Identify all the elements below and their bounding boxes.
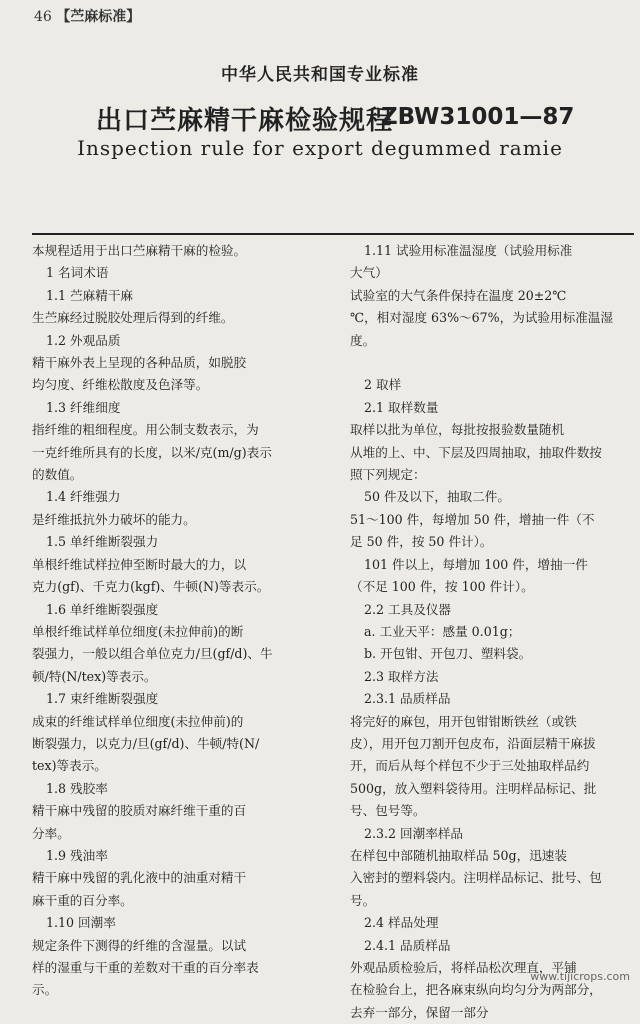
text-line: 指纤维的粗细程度。用公制支数表示，为 <box>32 422 259 438</box>
text-line: 2.4 样品处理 <box>364 915 439 931</box>
text-line: 生苎麻经过脱胶处理后得到的纤维。 <box>32 310 234 326</box>
text-line: 成束的纤维试样单位细度(未拉伸前)的 <box>32 713 244 729</box>
text-line: 2.3 取样方法 <box>364 668 439 684</box>
text-line: 500g，放入塑料袋待用。注明样品标记、批 <box>350 780 597 796</box>
text-line: 2.4.1 品质样品 <box>364 937 451 953</box>
text-line: 去弃一部分，保留一部分 <box>350 1004 489 1020</box>
document-title-english: Inspection rule for export degummed ramie <box>77 136 563 160</box>
text-line: 的数值。 <box>32 467 83 483</box>
text-line: 精干麻外表上呈现的各种品质，如脱胶 <box>32 355 247 371</box>
text-line: 1.7 束纤维断裂强度 <box>46 691 159 707</box>
text-line: 度。 <box>350 332 376 348</box>
text-line: 在检验台上，把各麻束纵向均匀分为两部分， <box>350 982 602 998</box>
text-line: 从堆的上、中、下层及四周抽取，抽取件数按 <box>350 444 602 460</box>
text-line: 入密封的塑料袋内。注明样品标记、批号、包 <box>350 870 602 886</box>
text-line: 开，而后从每个样包不少于三处抽取样品约 <box>350 758 590 774</box>
text-line: 一克纤维所具有的长度，以米/克(m/g)表示 <box>32 444 272 460</box>
text-line: 1.4 纤维强力 <box>46 489 121 505</box>
text-line: 1.9 残油率 <box>46 847 108 863</box>
page-number: 46 <box>34 9 52 25</box>
text-line: 1.10 回潮率 <box>46 915 116 931</box>
text-line: 1.3 纤维细度 <box>46 399 121 415</box>
text-line: 取样以批为单位，每批按报验数量随机 <box>350 422 565 438</box>
text-line: 精干麻中残留的胶质对麻纤维干重的百 <box>32 803 247 819</box>
text-line: 1.1 苎麻精干麻 <box>46 287 134 303</box>
text-line: 顿/特(N/tex)等表示。 <box>32 668 157 684</box>
text-line: 裂强力，一般以组合单位克力/旦(gf/d)、牛 <box>32 646 273 662</box>
text-line: ℃，相对湿度 63%～67%，为试验用标准温湿 <box>350 310 613 326</box>
text-line: 2 取样 <box>364 377 402 393</box>
text-line: 足 50 件，按 50 件计）。 <box>350 534 493 550</box>
text-line: 大气） <box>350 265 388 281</box>
text-line: b. 开包钳、开包刀、塑料袋。 <box>364 646 532 662</box>
text-line: 克力(gf)、千克力(kgf)、牛顿(N)等表示。 <box>32 579 270 595</box>
text-line: 精干麻中残留的乳化液中的油重对精干 <box>32 870 247 886</box>
text-line <box>350 352 630 374</box>
text-line: 单根纤维试样拉伸至断时最大的力，以 <box>32 556 247 572</box>
text-line: 2.3.2 回潮率样品 <box>364 825 464 841</box>
text-line: 2.2 工具及仪器 <box>364 601 452 617</box>
text-line: 麻干重的百分率。 <box>32 892 133 908</box>
text-line: 2.3.1 品质样品 <box>364 691 451 707</box>
text-line: 1 名词术语 <box>46 265 109 281</box>
text-line: 号。 <box>350 892 376 908</box>
right-column <box>350 240 630 1024</box>
text-line: 101 件以上，每增加 100 件，增抽一件 <box>364 556 588 572</box>
text-line: 1.5 单纤维断裂强力 <box>46 534 159 550</box>
text-line: （不足 100 件，按 100 件计）。 <box>350 579 534 595</box>
text-line: 样的湿重与干重的差数对干重的百分率表 <box>32 960 259 975</box>
text-line: 本规程适用于出口苎麻精干麻的检验。 <box>32 243 247 258</box>
text-line: 照下列规定： <box>350 467 426 483</box>
text-line: 断裂强力，以克力/旦(gf/d)、牛顿/特(N/ <box>32 735 260 751</box>
standard-category: 中华人民共和国专业标准 <box>221 65 419 85</box>
text-line: 1.11 试验用标准温湿度（试验用标准 <box>364 243 573 258</box>
text-line: 号、包号等。 <box>350 803 426 819</box>
text-line: 规定条件下测得的纤维的含湿量。以试 <box>32 937 247 953</box>
watermark: www.tijicrops.com <box>530 970 630 983</box>
text-line: 2.1 取样数量 <box>364 399 439 415</box>
text-line: 外观品质检验后，将样品松次理直，平铺 <box>350 960 577 975</box>
running-header <box>34 6 620 26</box>
document-title: 出口苎麻精干麻检验规程 <box>96 106 394 136</box>
text-line: 1.8 残胶率 <box>46 780 108 796</box>
text-line: 是纤维抵抗外力破坏的能力。 <box>32 511 196 527</box>
text-line: 单根纤维试样单位细度(未拉伸前)的断 <box>32 623 244 639</box>
text-line: 1.2 外观品质 <box>46 332 121 348</box>
text-line: 在样包中部随机抽取样品 50g，迅速装 <box>350 847 567 863</box>
left-column <box>32 240 330 1002</box>
text-line: 试验室的大气条件保持在温度 20±2℃ <box>350 287 567 303</box>
standard-code: ZBW31001—87 <box>381 104 575 130</box>
text-line: a. 工业天平：感量 0.01g； <box>364 623 521 639</box>
section-label: 【苎麻标准】 <box>56 9 141 25</box>
title-divider <box>32 233 634 235</box>
text-line: 50 件及以下，抽取二件。 <box>364 489 510 505</box>
text-line: 示。 <box>32 982 58 998</box>
text-line: 51～100 件，每增加 50 件，增抽一件（不 <box>350 511 595 527</box>
text-line: 将完好的麻包，用开包钳钳断铁丝（或铁 <box>350 713 577 729</box>
text-line: 分率。 <box>32 825 70 841</box>
text-line: tex)等表示。 <box>32 758 107 774</box>
text-line: 皮），用开包刀割开包皮布，沿面层精干麻拔 <box>350 735 596 751</box>
text-line: 1.6 单纤维断裂强度 <box>46 601 159 617</box>
text-line: 均匀度、纤维松散度及色泽等。 <box>32 377 209 393</box>
